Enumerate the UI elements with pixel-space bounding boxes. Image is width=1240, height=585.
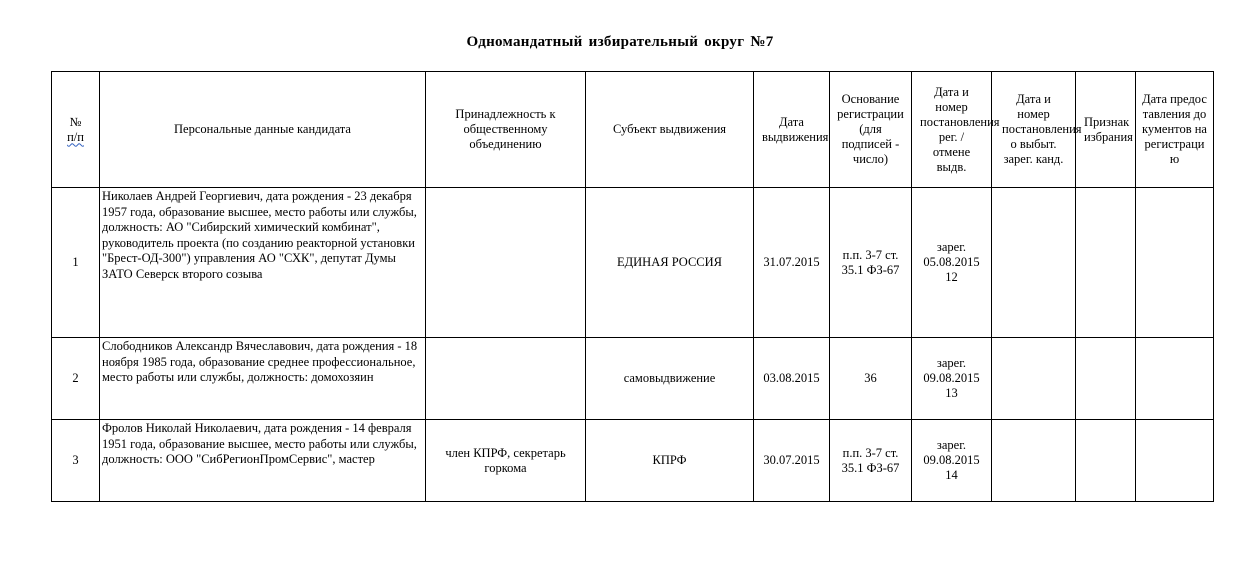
cell-decision-withdraw bbox=[992, 188, 1076, 338]
header-personal: Персональные данные кандидата bbox=[100, 72, 426, 188]
cell-date-nomination: 31.07.2015 bbox=[754, 188, 830, 338]
header-decision: Дата и номер постановления рег. / отмене выдв. bbox=[912, 72, 992, 188]
header-subject: Субъект выдвижения bbox=[586, 72, 754, 188]
cell-decision: зарег. 09.08.2015 13 bbox=[912, 338, 992, 420]
document-title: Одномандатный избирательный округ №7 bbox=[466, 34, 774, 50]
cell-subject: КПРФ bbox=[586, 420, 754, 502]
header-num-line2: п/п bbox=[67, 129, 84, 144]
cell-decision: зарег. 05.08.2015 12 bbox=[912, 188, 992, 338]
header-sign-elected: Признак избрания bbox=[1076, 72, 1136, 188]
table-row bbox=[52, 420, 1214, 502]
cell-date-nomination: 03.08.2015 bbox=[754, 338, 830, 420]
header-basis: Основание регистрации (для подписей - число) bbox=[830, 72, 912, 188]
cell-date-nomination: 30.07.2015 bbox=[754, 420, 830, 502]
cell-sign-elected bbox=[1076, 420, 1136, 502]
cell-affiliation bbox=[426, 188, 586, 338]
header-affiliation: Принадлежность к общественному объединению bbox=[426, 72, 586, 188]
cell-docs-date bbox=[1136, 188, 1214, 338]
header-decision-withdraw: Дата и номер постановления о выбыт. зарег. канд. bbox=[992, 72, 1076, 188]
cell-basis: 36 bbox=[830, 338, 912, 420]
header-date-nomination: Дата выдвижения bbox=[754, 72, 830, 188]
cell-num: 1 bbox=[52, 188, 100, 338]
cell-subject: ЕДИНАЯ РОССИЯ bbox=[586, 188, 754, 338]
cell-basis: п.п. 3-7 ст. 35.1 ФЗ-67 bbox=[830, 420, 912, 502]
cell-affiliation: член КПРФ, секретарь горкома bbox=[426, 420, 586, 502]
header-num bbox=[52, 72, 100, 188]
cell-subject: самовыдвижение bbox=[586, 338, 754, 420]
cell-docs-date bbox=[1136, 338, 1214, 420]
cell-affiliation bbox=[426, 338, 586, 420]
cell-personal: Фролов Николай Николаевич, дата рождения - 14 февраля 1951 года, образование высшее, место работы или службы, должность: ООО "СибРегионПромСервис", мастер bbox=[100, 420, 426, 502]
header-row bbox=[52, 72, 1214, 188]
table-row bbox=[52, 188, 1214, 338]
cell-basis: п.п. 3-7 ст. 35.1 ФЗ-67 bbox=[830, 188, 912, 338]
cell-num: 2 bbox=[52, 338, 100, 420]
table-row bbox=[52, 338, 1214, 420]
cell-decision-withdraw bbox=[992, 420, 1076, 502]
cell-personal: Слободников Александр Вячеславович, дата рождения - 18 ноября 1985 года, образование среднее профессиональное, место работы или службы, должность: домохозяин bbox=[100, 338, 426, 420]
cell-docs-date bbox=[1136, 420, 1214, 502]
cell-personal: Николаев Андрей Георгиевич, дата рождения - 23 декабря 1957 года, образование высшее, место работы или службы, должность: АО "Сибирский химический комбинат", руководитель проекта (по созданию реакторной установки "Брест-ОД-300") управления АО "СХК", депутат Думы ЗАТО Северск второго созыва bbox=[100, 188, 426, 338]
cell-num: 3 bbox=[52, 420, 100, 502]
cell-sign-elected bbox=[1076, 188, 1136, 338]
cell-decision-withdraw bbox=[992, 338, 1076, 420]
header-num-line1: № bbox=[69, 114, 82, 129]
cell-decision: зарег. 09.08.2015 14 bbox=[912, 420, 992, 502]
cell-sign-elected bbox=[1076, 338, 1136, 420]
header-docs-date: Дата предоставления документов на регистрацию bbox=[1136, 72, 1214, 188]
candidates-table bbox=[51, 71, 1214, 502]
